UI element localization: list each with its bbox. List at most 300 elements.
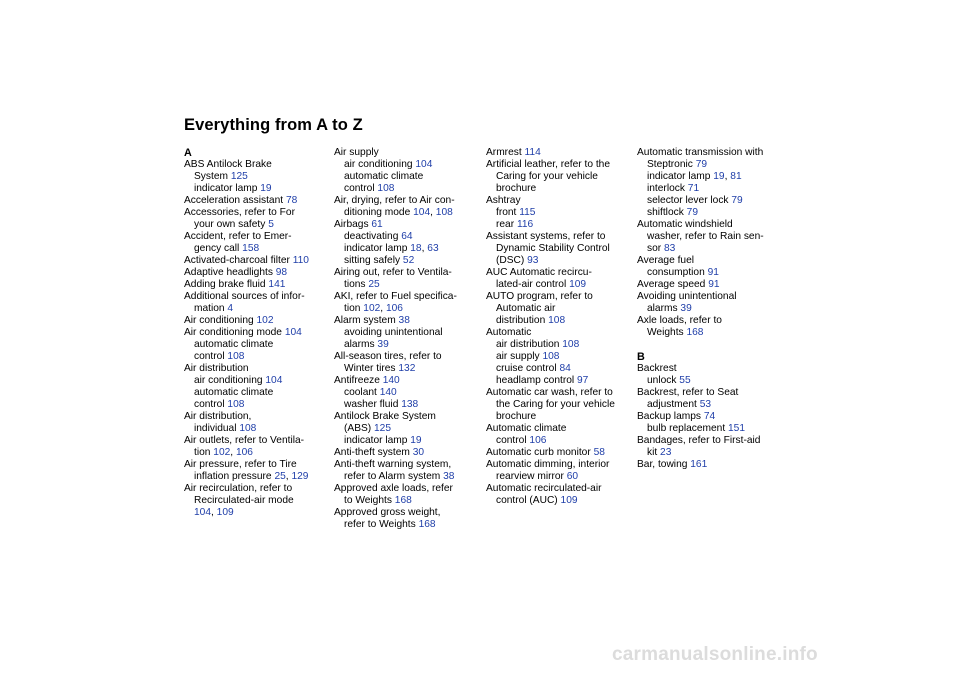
entry-text: Winter tires — [344, 363, 396, 374]
page-link[interactable]: 115 — [519, 207, 536, 218]
entry-text: Approved axle loads, refer — [334, 483, 453, 494]
entry-text: Steptronic — [647, 159, 693, 170]
index-subentry — [486, 255, 634, 267]
index-entry — [334, 447, 482, 459]
index-entry — [486, 327, 634, 339]
page-link[interactable]: 81 — [730, 171, 742, 182]
page-link[interactable]: 19 — [410, 435, 422, 446]
entry-text: Caring for your vehicle — [496, 171, 598, 182]
section-letter: B — [637, 351, 645, 363]
index-subentry — [334, 423, 482, 435]
page-link[interactable]: 39 — [377, 339, 389, 350]
index-subentry — [486, 171, 634, 183]
entry-text: (ABS) — [344, 423, 372, 434]
index-subentry — [334, 183, 482, 195]
page-link[interactable]: 108 — [435, 207, 453, 218]
entry-text: Airing out, refer to Ventila- — [334, 267, 452, 278]
index-subentry — [334, 159, 482, 171]
index-subentry — [184, 339, 332, 351]
index-entry — [637, 435, 785, 447]
index-subentry: ditioning mode 104, 108 — [344, 207, 453, 218]
index-entry — [486, 483, 634, 495]
entry-text: Activated-charcoal filter — [184, 255, 290, 266]
page-link[interactable]: 5 — [268, 219, 274, 230]
index-subentry — [334, 399, 482, 411]
watermark: carmanualsonline.info — [612, 644, 818, 665]
page-link[interactable]: 108 — [377, 183, 395, 194]
index-entry — [334, 267, 482, 279]
entry-text: control (AUC) — [496, 495, 558, 506]
entry-text: brochure — [496, 183, 537, 194]
entry-text: Assistant systems, refer to — [486, 231, 606, 242]
index-subentry — [486, 315, 634, 327]
entry-text: cruise control — [496, 363, 557, 374]
index-subentry — [486, 411, 634, 423]
entry-text: the Caring for your vehicle — [496, 399, 615, 410]
index-entry — [334, 375, 482, 387]
page-link[interactable]: 38 — [398, 315, 410, 326]
page-link[interactable]: 91 — [708, 279, 720, 290]
index-entry — [637, 387, 785, 399]
entry-text: unlock — [647, 375, 677, 386]
page-link[interactable]: 108 — [548, 315, 566, 326]
page-link[interactable]: 25 — [274, 471, 286, 482]
entry-text: Automatic recirculated-air — [486, 483, 602, 494]
page-link[interactable]: 129 — [291, 471, 309, 482]
entry-text: inflation pressure — [194, 471, 272, 482]
page-link[interactable]: 60 — [566, 471, 579, 482]
index-subentry — [184, 183, 332, 195]
entry-text: gency call — [194, 243, 240, 254]
index-entry — [184, 435, 332, 447]
page-link[interactable]: 132 — [398, 363, 416, 374]
page-link[interactable]: 63 — [427, 243, 439, 254]
page-link[interactable]: 102 — [256, 315, 274, 326]
index-subentry — [486, 207, 634, 219]
index-subentry — [486, 339, 634, 351]
entry-text: Antifreeze — [334, 375, 380, 386]
entry-text: indicator lamp — [344, 435, 408, 446]
entry-text: avoiding unintentional — [344, 327, 443, 338]
entry-text: Average speed — [637, 279, 706, 290]
index-subentry — [637, 231, 785, 243]
page-link[interactable]: 104 — [413, 207, 431, 218]
entry-text: rearview mirror — [496, 471, 564, 482]
entry-text: Weights — [647, 327, 684, 338]
page-link[interactable]: 168 — [686, 327, 704, 338]
entry-text: consumption — [647, 267, 705, 278]
entry-text: Automatic — [486, 327, 532, 338]
page-link[interactable]: 61 — [371, 219, 383, 230]
entry-text: sitting safely — [344, 255, 401, 266]
entry-text: Automatic air — [496, 303, 556, 314]
index-subentry — [637, 399, 785, 411]
index-subentry: tion 102, 106 — [344, 303, 403, 314]
index-subentry — [184, 423, 332, 435]
index-entry — [184, 267, 332, 279]
entry-text: control — [496, 435, 527, 446]
index-entry — [486, 459, 634, 471]
index-column-3 — [486, 147, 634, 507]
index-subentry — [334, 255, 482, 267]
page-link[interactable]: 125 — [230, 171, 248, 182]
page-link[interactable]: 108 — [227, 399, 245, 410]
index-subentry — [637, 447, 785, 459]
entry-text: Adding brake fluid — [184, 279, 266, 290]
entry-text: washer fluid — [344, 399, 399, 410]
index-column-2 — [334, 147, 482, 531]
page-link[interactable]: 19 — [260, 183, 272, 194]
entry-text: Artificial leather, refer to the — [486, 159, 611, 170]
index-entry — [184, 291, 332, 303]
index-entry — [184, 327, 332, 339]
page-link[interactable]: 38 — [443, 471, 455, 482]
index-entry — [184, 363, 332, 375]
index-subentry — [486, 219, 634, 231]
entry-text: tions — [344, 279, 366, 290]
entry-text: Automatic windshield — [637, 219, 733, 230]
page-link[interactable]: 151 — [728, 423, 745, 434]
entry-text: Antilock Brake System — [334, 411, 436, 422]
entry-text: AUTO program, refer to — [486, 291, 593, 302]
entry-text: adjustment — [647, 399, 697, 410]
index-subentry — [184, 171, 332, 183]
entry-text: AKI, refer to Fuel specifica- — [334, 291, 457, 302]
page-link[interactable]: 161 — [690, 459, 708, 470]
index-subentry — [637, 327, 785, 339]
entry-text: All-season tires, refer to — [334, 351, 442, 362]
index-subentry — [184, 495, 332, 507]
page-link[interactable]: 158 — [242, 243, 260, 254]
page-link[interactable]: 106 — [385, 303, 403, 314]
entry-text: indicator lamp — [344, 243, 408, 254]
page-link[interactable]: 138 — [401, 399, 419, 410]
index-subentry: indicator lamp 18, 63 — [344, 243, 439, 254]
index-entry — [334, 195, 482, 207]
index-entry — [334, 507, 482, 519]
page-link[interactable]: 79 — [686, 207, 698, 218]
index-subentry — [334, 519, 482, 531]
section-gap — [637, 339, 785, 351]
index-entry — [637, 459, 785, 471]
entry-text: AUC Automatic recircu- — [486, 267, 592, 278]
entry-text: Air distribution — [184, 363, 249, 374]
index-subentry — [334, 495, 482, 507]
entry-text: Automatic climate — [486, 423, 567, 434]
entry-text: Accessories, refer to For — [184, 207, 295, 218]
index-entry — [184, 459, 332, 471]
entry-text: mation — [194, 303, 225, 314]
index-subentry — [486, 183, 634, 195]
entry-text: shiftlock — [647, 207, 684, 218]
page-link[interactable]: 55 — [679, 375, 691, 386]
entry-text: Automatic dimming, interior — [486, 459, 610, 470]
index-subentry — [334, 327, 482, 339]
index-entry — [637, 279, 785, 291]
index-subentry — [486, 399, 634, 411]
page-link[interactable]: 84 — [559, 363, 571, 374]
entry-text: Ashtray — [486, 195, 521, 206]
entry-text: ditioning mode — [344, 207, 411, 218]
entry-text: Dynamic Stability Control — [496, 243, 610, 254]
index-entry — [184, 315, 332, 327]
index-entry — [486, 447, 634, 459]
page-link[interactable]: 125 — [374, 423, 392, 434]
entry-text: ABS Antilock Brake — [184, 159, 272, 170]
entry-text: Bar, towing — [637, 459, 688, 470]
index-subentry: inflation pressure 25, 129 — [194, 471, 309, 482]
entry-text: deactivating — [344, 231, 399, 242]
page-link[interactable]: 140 — [379, 387, 397, 398]
page-link[interactable]: 108 — [562, 339, 580, 350]
entry-text: interlock — [647, 183, 685, 194]
index-subentry — [334, 231, 482, 243]
entry-text: Anti-theft warning system, — [334, 459, 452, 470]
entry-text: automatic climate — [344, 171, 424, 182]
index-entry — [184, 159, 332, 171]
entry-text: air conditioning — [194, 375, 263, 386]
page-link[interactable]: 109 — [569, 279, 587, 290]
entry-text: Avoiding unintentional — [637, 291, 737, 302]
entry-text: rear — [496, 219, 515, 230]
index-entry — [334, 483, 482, 495]
index-entry — [486, 387, 634, 399]
entry-text: Air conditioning mode — [184, 327, 282, 338]
page-title: Everything from A to Z — [184, 116, 363, 134]
page-link[interactable]: 4 — [227, 303, 234, 314]
index-entry — [334, 315, 482, 327]
entry-text: air conditioning — [344, 159, 413, 170]
entry-text: to Weights — [344, 495, 392, 506]
entry-text: washer, refer to Rain sen- — [647, 231, 764, 242]
page-link[interactable]: 108 — [542, 351, 560, 362]
page-link[interactable]: 106 — [529, 435, 547, 446]
page-link[interactable]: 23 — [660, 447, 672, 458]
index-entry — [334, 411, 482, 423]
page-link[interactable]: 140 — [382, 375, 400, 386]
page-link[interactable]: 141 — [268, 279, 286, 290]
page-link[interactable]: 93 — [527, 255, 539, 266]
index-entry — [486, 195, 634, 207]
entry-text: distribution — [496, 315, 546, 326]
index-subentry: tion 102, 106 — [194, 447, 253, 458]
index-subentry — [637, 303, 785, 315]
page-link[interactable]: 71 — [687, 183, 700, 194]
index-subentry — [184, 399, 332, 411]
entry-text: Automatic transmission with — [637, 147, 764, 158]
index-entry — [486, 231, 634, 243]
index-entry — [637, 255, 785, 267]
index-subentry — [637, 159, 785, 171]
index-subentry — [486, 375, 634, 387]
entry-text: Air recirculation, refer to — [184, 483, 293, 494]
entry-text: air distribution — [496, 339, 560, 350]
entry-text: tion — [194, 447, 211, 458]
index-subentry — [486, 303, 634, 315]
entry-text: Bandages, refer to First-aid — [637, 435, 761, 446]
index-subentry — [184, 219, 332, 231]
index-subentry — [637, 243, 785, 255]
entry-text: Armrest — [486, 147, 522, 158]
page-link[interactable]: 64 — [401, 231, 413, 242]
index-subentry — [486, 363, 634, 375]
index-entry — [184, 207, 332, 219]
entry-text: Backrest, refer to Seat — [637, 387, 739, 398]
index-entry — [334, 459, 482, 471]
page-link[interactable]: 25 — [368, 279, 380, 290]
entry-text: refer to Weights — [344, 519, 416, 530]
entry-text: (DSC) — [496, 255, 525, 266]
page-link[interactable]: 116 — [516, 219, 534, 230]
index-subentry — [486, 243, 634, 255]
index-entry — [637, 315, 785, 327]
index-entry — [637, 363, 785, 375]
entry-text: selector lever lock — [647, 195, 729, 206]
index-entry — [334, 351, 482, 363]
page-link[interactable]: 168 — [394, 495, 412, 506]
index-entry — [184, 279, 332, 291]
page-link[interactable]: 168 — [418, 519, 436, 530]
index-subentry — [334, 471, 482, 483]
page-link[interactable]: 102 — [213, 447, 231, 458]
entry-text: Backup lamps — [637, 411, 701, 422]
section-letter: A — [184, 147, 192, 159]
index-entry — [184, 411, 332, 423]
index-subentry — [334, 435, 482, 447]
entry-text: air supply — [496, 351, 540, 362]
page-link[interactable]: 98 — [275, 267, 288, 278]
index-subentry: 104, 109 — [194, 507, 234, 518]
entry-text: Backrest — [637, 363, 677, 374]
index-subentry — [184, 351, 332, 363]
page-link[interactable]: 109 — [560, 495, 578, 506]
page-link[interactable]: 104 — [265, 375, 283, 386]
index-entry — [637, 291, 785, 303]
entry-text: control — [194, 399, 225, 410]
index-entry — [637, 147, 785, 159]
page-link[interactable]: 104 — [415, 159, 433, 170]
entry-text: Air distribution, — [184, 411, 252, 422]
index-entry — [486, 147, 634, 159]
index-subentry — [184, 303, 332, 315]
entry-text: automatic climate — [194, 339, 274, 350]
page-link[interactable]: 83 — [664, 243, 676, 254]
page-link[interactable]: 79 — [695, 159, 708, 170]
page-link[interactable]: 108 — [239, 423, 257, 434]
index-subentry — [637, 195, 785, 207]
entry-text: bulb replacement — [647, 423, 726, 434]
entry-text: System — [194, 171, 228, 182]
index-entry — [486, 423, 634, 435]
entry-text: alarms — [344, 339, 375, 350]
page-link[interactable]: 79 — [731, 195, 743, 206]
index-subentry — [637, 375, 785, 387]
index-subentry — [334, 387, 482, 399]
entry-text: Recirculated-air mode — [194, 495, 294, 506]
entry-text: Anti-theft system — [334, 447, 410, 458]
entry-text: coolant — [344, 387, 377, 398]
index-subentry — [334, 363, 482, 375]
index-subentry — [184, 375, 332, 387]
entry-text: lated-air control — [496, 279, 567, 290]
entry-text: control — [344, 183, 375, 194]
index-subentry — [486, 495, 634, 507]
entry-text: headlamp control — [496, 375, 575, 386]
index-entry — [486, 291, 634, 303]
page-link[interactable]: 114 — [524, 147, 541, 158]
index-column-4 — [637, 147, 785, 471]
entry-text: Automatic car wash, refer to — [486, 387, 613, 398]
entry-text: indicator lamp — [194, 183, 258, 194]
page-link[interactable]: 104 — [284, 327, 302, 338]
index-entry — [334, 291, 482, 303]
index-entry — [184, 195, 332, 207]
page-link[interactable]: 109 — [216, 507, 234, 518]
page-link[interactable]: 104 — [194, 507, 211, 518]
entry-text: refer to Alarm system — [344, 471, 441, 482]
index-subentry — [486, 351, 634, 363]
entry-text: Alarm system — [334, 315, 396, 326]
page-link[interactable]: 58 — [593, 447, 605, 458]
index-subentry — [486, 435, 634, 447]
index-subentry: indicator lamp 19, 81 — [647, 171, 742, 182]
entry-text: sor — [647, 243, 662, 254]
entry-text: Air, drying, refer to Air con- — [334, 195, 455, 206]
entry-text: Air supply — [334, 147, 379, 158]
page-link[interactable]: 52 — [402, 255, 415, 266]
index-subentry — [184, 243, 332, 255]
page-link[interactable]: 74 — [703, 411, 716, 422]
entry-text: Approved gross weight, — [334, 507, 441, 518]
page-link[interactable]: 18 — [410, 243, 422, 254]
entry-text: Air conditioning — [184, 315, 254, 326]
index-subentry — [486, 471, 634, 483]
index-entry — [184, 483, 332, 495]
page-link[interactable]: 108 — [227, 351, 245, 362]
entry-text: front — [496, 207, 517, 218]
index-subentry — [637, 267, 785, 279]
index-entry — [637, 219, 785, 231]
entry-text: control — [194, 351, 225, 362]
entry-text: Axle loads, refer to — [637, 315, 722, 326]
index-column-1 — [184, 147, 332, 519]
page-link[interactable]: 106 — [235, 447, 253, 458]
page-link[interactable]: 39 — [680, 303, 692, 314]
index-subentry — [637, 423, 785, 435]
page-link[interactable]: 78 — [285, 195, 298, 206]
page-link[interactable]: 91 — [707, 267, 719, 278]
index-subentry — [637, 207, 785, 219]
page-link[interactable]: 53 — [699, 399, 712, 410]
index-subentry — [184, 387, 332, 399]
entry-text: your own safety — [194, 219, 266, 230]
entry-text: Automatic curb monitor — [486, 447, 591, 458]
entry-text: individual — [194, 423, 237, 434]
entry-text: Average fuel — [637, 255, 695, 266]
entry-text: Adaptive headlights — [184, 267, 273, 278]
page-link[interactable]: 97 — [577, 375, 589, 386]
page-link[interactable]: 110 — [292, 255, 309, 266]
index-entry — [184, 231, 332, 243]
page-link[interactable]: 30 — [412, 447, 425, 458]
index-entry — [486, 267, 634, 279]
page-link[interactable]: 19 — [713, 171, 725, 182]
index-entry — [637, 411, 785, 423]
page-link[interactable]: 102 — [363, 303, 381, 314]
entry-text: automatic climate — [194, 387, 274, 398]
entry-text: brochure — [496, 411, 537, 422]
entry-text: Additional sources of infor- — [184, 291, 305, 302]
